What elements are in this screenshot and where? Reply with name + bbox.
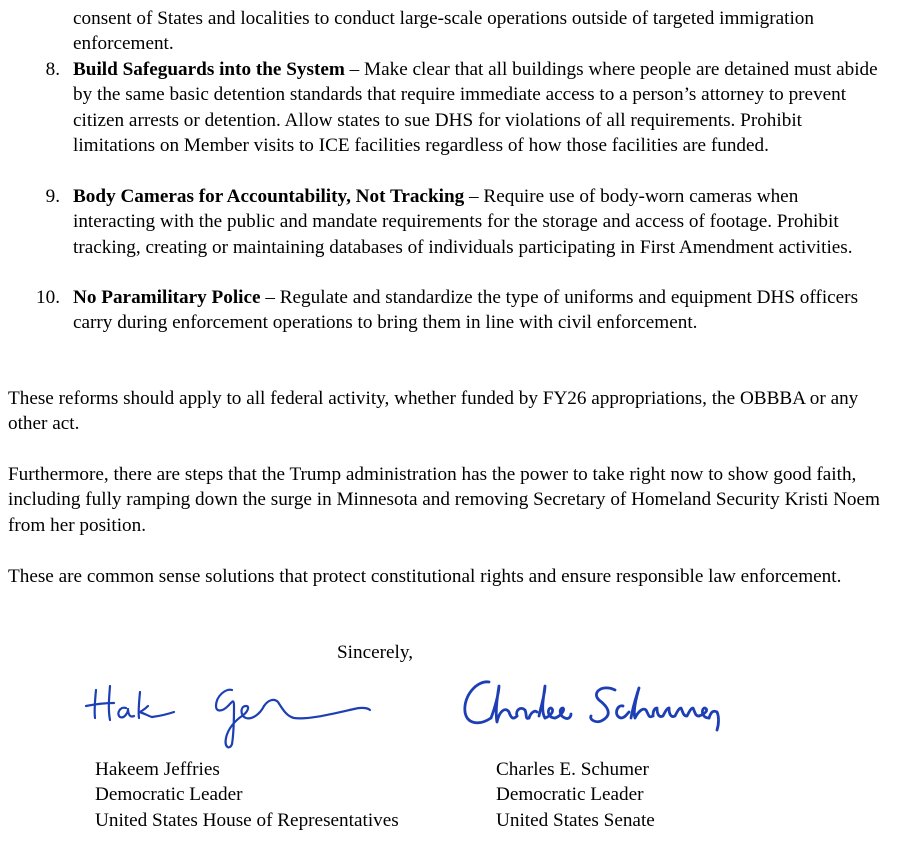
paragraph-good-faith-steps: Furthermore, there are steps that the Trump administration has the power to take right now to show good faith, including fully ramping down the surge in Minnesota and removing Secretary of Homeland Security Kristi Noem from her position. (8, 464, 880, 536)
paragraph-common-sense: These are common sense solutions that protect constitutional rights and ensure responsible law enforcement. (8, 566, 842, 587)
signer-title: Democratic Leader (95, 784, 243, 806)
list-item-body (73, 285, 885, 336)
schumer-signature-icon (455, 672, 735, 752)
list-item-separator: – (260, 287, 280, 308)
list-item-text: Require use of body-worn cameras when interacting with the public and mandate requirements for the storage and access of footage. Prohibit tracking, creating or maintaining databases of individuals participating in First Amendment activities. (73, 186, 853, 258)
signer-body: United States Senate (496, 809, 655, 831)
signer-jeffries (95, 757, 399, 833)
list-item-separator: – (344, 59, 365, 80)
list-item-title: Body Cameras for Accountability, Not Tracking (73, 186, 465, 207)
signer-name: Hakeem Jeffries (95, 759, 220, 780)
paragraph-reforms-scope: These reforms should apply to all federal activity, whether funded by FY26 appropriations, the OBBBA or any other act. (8, 388, 859, 435)
list-item-body (73, 57, 885, 158)
list-item-number: 10. (36, 287, 60, 308)
list-item-number: 8. (45, 59, 60, 80)
signer-schumer (496, 757, 655, 833)
list-item-body (73, 184, 885, 260)
list-item-number: 9. (45, 186, 60, 207)
list-item-title: Build Safeguards into the System (73, 59, 345, 80)
continued-item-text: consent of States and localities to conduct large-scale operations outside of targeted immigration enforcement. (73, 8, 814, 55)
jeffries-signature-icon (82, 676, 382, 756)
list-item-text: Regulate and standardize the type of uniforms and equipment DHS officers carry during enforcement operations to bring them in line with civil enforcement. (73, 287, 859, 334)
list-item-title: No Paramilitary Police (73, 287, 261, 308)
signer-title: Democratic Leader (496, 784, 644, 806)
list-item-text: Make clear that all buildings where people are detained must abide by the same basic detention standards that require immediate access to a person’s attorney to prevent citizen arrests or detention. Allow states to sue DHS for violations of all requirements. Prohibit limitations on Member visits to ICE facilities regardless of how those facilities are funded. (73, 59, 878, 156)
signer-name: Charles E. Schumer (496, 759, 649, 780)
signer-body: United States House of Representatives (95, 809, 399, 831)
closing-salutation: Sincerely, (337, 642, 414, 663)
list-item-separator: – (464, 186, 484, 207)
